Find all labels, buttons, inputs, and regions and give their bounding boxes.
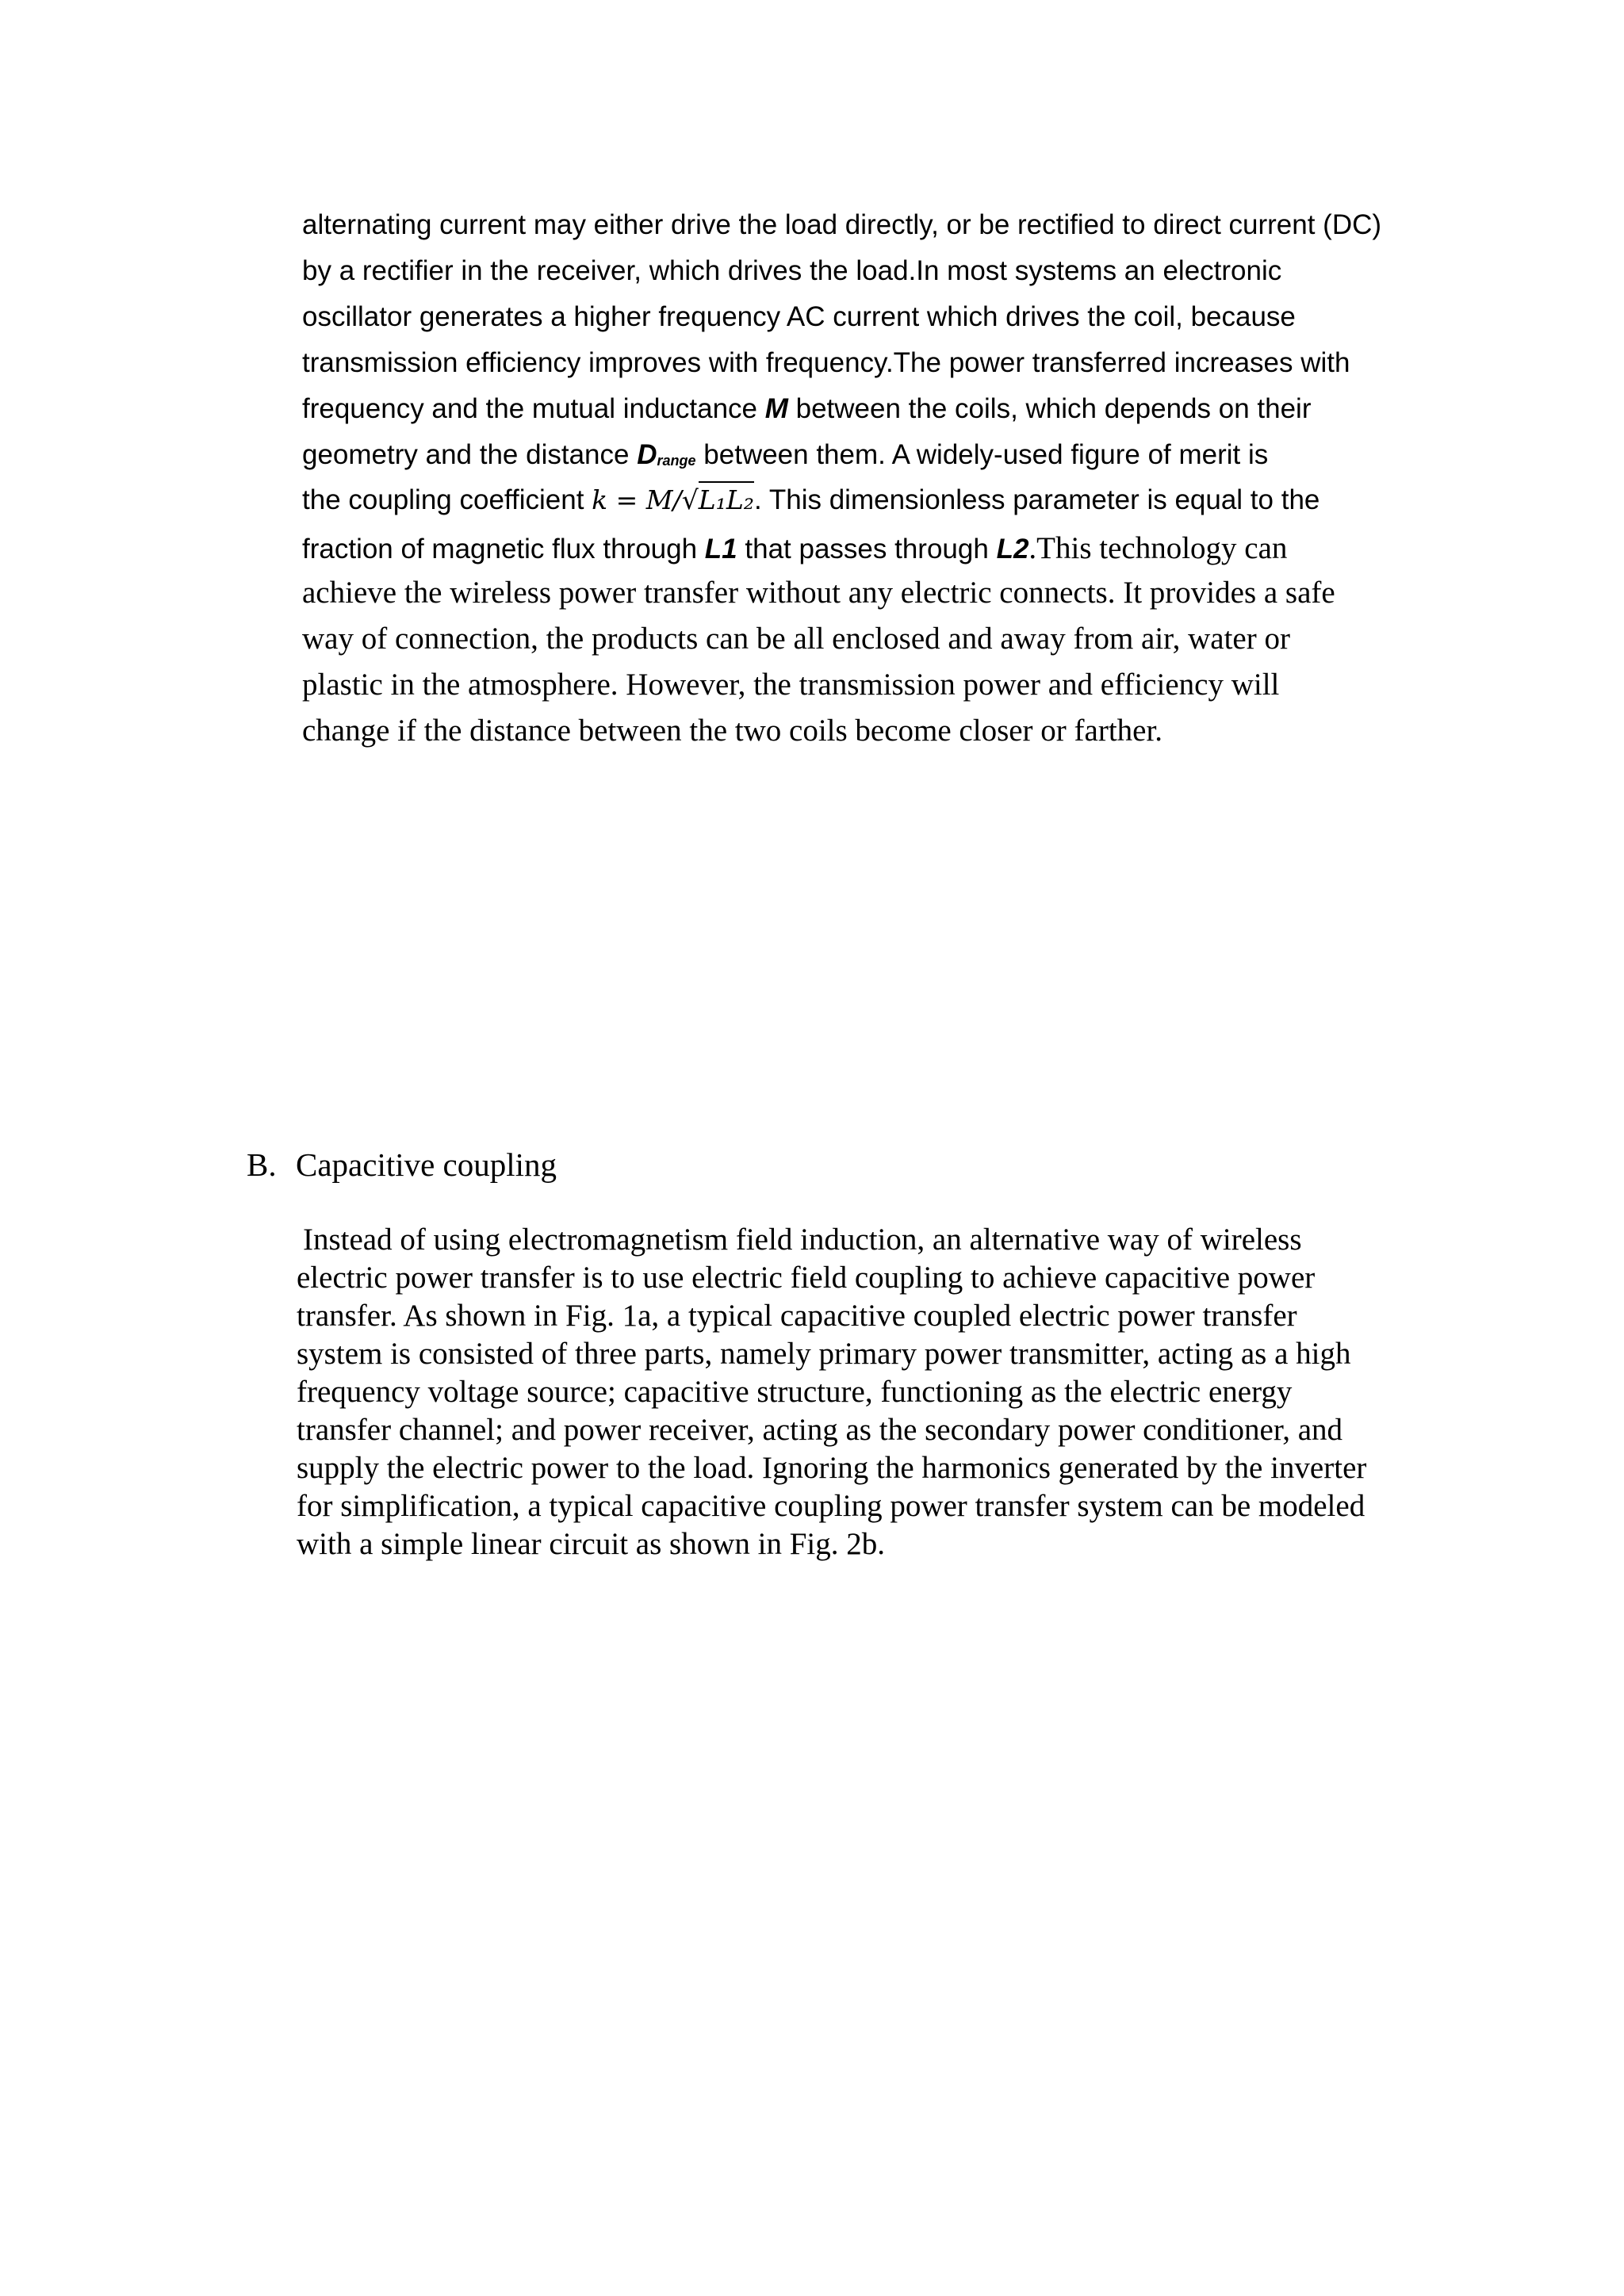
text: transfer channel; and power receiver, acting as the secondary power conditioner, and: [297, 1413, 1343, 1447]
symbol-L1: L1: [704, 534, 737, 564]
section-title: Capacitive coupling: [296, 1146, 557, 1183]
text: frequency voltage source; capacitive structure, functioning as the electric energy: [297, 1375, 1293, 1409]
paragraph1-line: [302, 303, 1436, 331]
paragraph2-line: [297, 1452, 1366, 1483]
section-letter: B.: [247, 1146, 277, 1183]
paragraph2-line: [297, 1300, 1297, 1331]
text: change if the distance between the two coils become closer or farther.: [302, 714, 1163, 748]
text: . This dimensionless parameter is equal to the: [754, 484, 1320, 515]
formula-sqrt-content: L₁L₂: [699, 481, 754, 515]
text: .This technology can: [1028, 531, 1288, 565]
text: with a simple linear circuit as shown in Fig. 2b.: [297, 1527, 885, 1561]
formula-k: k = M/: [592, 484, 682, 515]
paragraph1-line: [302, 486, 1436, 514]
paragraph2-line: [303, 1224, 1302, 1255]
symbol-L2: L2: [996, 534, 1029, 564]
paragraph1-line: [302, 533, 1436, 564]
text: transfer. As shown in Fig. 1a, a typical capacitive coupled electric power transfer: [297, 1299, 1297, 1333]
text: oscillator generates a higher frequency AC current which drives the coil, because: [302, 301, 1296, 332]
text: by a rectifier in the receiver, which drives the load.In most systems an electronic: [302, 255, 1282, 286]
paragraph2-line: [297, 1338, 1351, 1369]
text: system is consisted of three parts, namely primary power transmitter, acting as a high: [297, 1337, 1351, 1371]
paragraph2-line: [297, 1262, 1315, 1293]
paragraph2-line: [297, 1529, 885, 1559]
text: transmission efficiency improves with frequency.The power transferred increases with: [302, 347, 1350, 378]
text: Instead of using electromagnetism field induction, an alternative way of wireless: [303, 1223, 1302, 1257]
paragraph1-line: [302, 395, 1436, 423]
text: electric power transfer is to use electric field coupling to achieve capacitive power: [297, 1261, 1316, 1295]
text: that passes through: [745, 534, 989, 564]
sqrt: [681, 484, 755, 515]
text: between them. A widely-used figure of merit is: [703, 439, 1269, 470]
paragraph2-line: [297, 1414, 1342, 1445]
text: the coupling coefficient: [302, 484, 584, 515]
text: plastic in the atmosphere. However, the transmission power and efficiency will: [302, 668, 1280, 702]
coupling-formula: [592, 484, 754, 515]
paragraph2-line: [297, 1376, 1292, 1407]
text: for simplification, a typical capacitive coupling power transfer system can be modeled: [297, 1489, 1365, 1523]
text: geometry and the distance: [302, 439, 630, 470]
subscript-range: range: [657, 453, 696, 469]
paragraph1-line: [302, 211, 1436, 239]
paragraph1-line: [302, 669, 1436, 700]
paragraph2-line: [297, 1490, 1365, 1521]
paragraph1-line: [302, 257, 1436, 285]
paragraph1-line: [302, 441, 1436, 469]
text: alternating current may either drive the load directly, or be rectified to direct current (DC): [302, 209, 1382, 240]
text: supply the electric power to the load. Ignoring the harmonics generated by the inverter: [297, 1451, 1367, 1485]
symbol-M: M: [764, 393, 788, 424]
paragraph1-line: [302, 715, 1436, 746]
section-heading: [247, 1146, 557, 1184]
paragraph1-line: [302, 349, 1436, 377]
sqrt-sign: √: [681, 484, 699, 515]
text: between the coils, which depends on their: [795, 393, 1312, 424]
text: fraction of magnetic flux through: [302, 534, 698, 564]
text: achieve the wireless power transfer without any electric connects. It provides a safe: [302, 576, 1335, 610]
text: way of connection, the products can be all enclosed and away from air, water or: [302, 622, 1290, 656]
symbol-D: D: [637, 439, 657, 470]
paragraph1-line: [302, 623, 1436, 654]
paragraph1-line: [302, 577, 1436, 608]
text: frequency and the mutual inductance: [302, 393, 757, 424]
